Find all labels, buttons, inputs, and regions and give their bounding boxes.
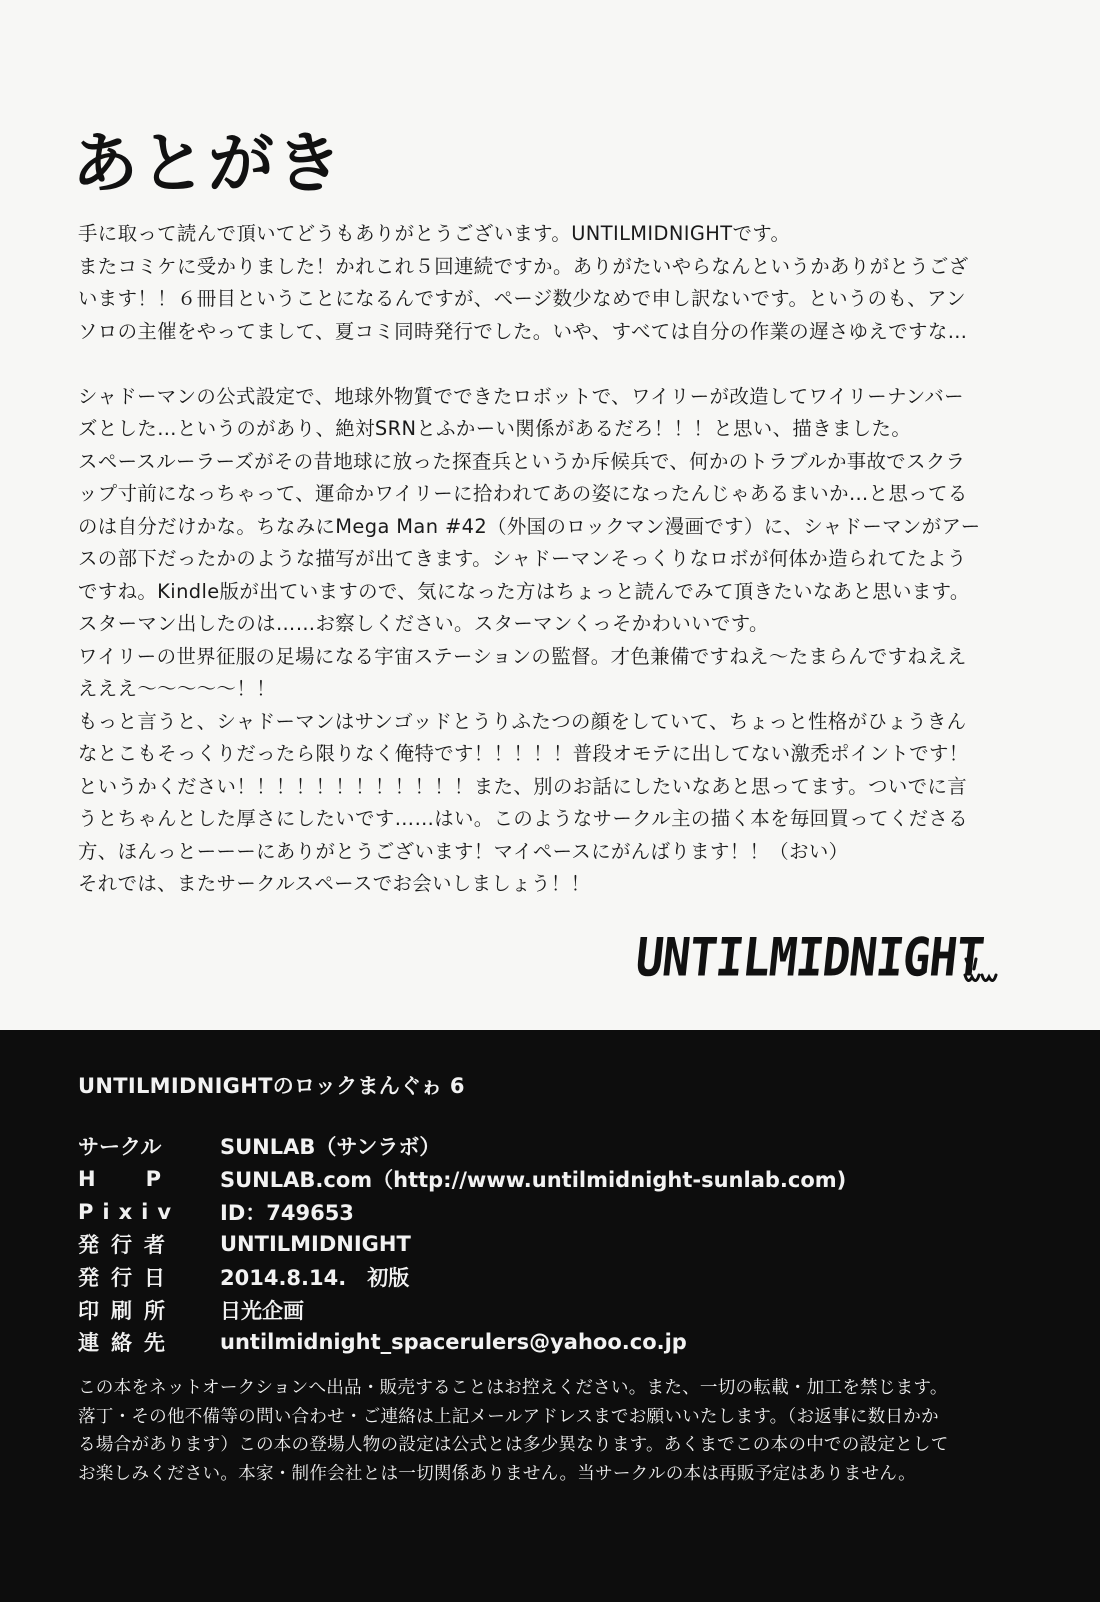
- afterword-line: シャドーマンの公式設定で、地球外物質でできたロボットで、ワイリーが改造してワイリーナンバー: [78, 384, 964, 408]
- paragraph-break: [78, 348, 1008, 381]
- colophon-value: UNTILMIDNIGHT: [220, 1232, 411, 1257]
- afterword-line: 手に取って読んで頂いてどうもありがとうございます。UNTILMIDNIGHTです。: [78, 222, 791, 245]
- afterword-line: ワイリーの世界征服の足場になる宇宙ステーションの監督。才色兼備ですねえ～たまらんですねええ: [78, 644, 967, 668]
- afterword-line: なとこもそっくりだったら限りなく俺特です！！！！！普段オモテに出してない激禿ポイントです！: [78, 742, 969, 765]
- afterword-line: ソロの主催をやってまして、夏コミ同時発行でした。いや、すべては自分の作業の遅さゆえですな…: [78, 319, 968, 343]
- colophon-value: SUNLAB（サンラボ）: [220, 1135, 441, 1160]
- notice-line: 落丁・その他不備等の問い合わせ・ご連絡は上記メールアドレスまでお願いいたします。（お返事に数日かか: [78, 1406, 939, 1427]
- notice-line: る場合があります）この本の登場人物の設定は公式とは多少異なります。あくまでこの本の中での設定として: [78, 1435, 949, 1456]
- colophon-row-pixiv: [78, 1195, 354, 1228]
- colophon-section: [0, 1030, 1100, 1602]
- colophon-key: サークル: [78, 1135, 162, 1160]
- afterword-line: うとちゃんとした厚さにしたいです……はい。このようなサークル主の描く本を毎回買ってくださる: [78, 807, 968, 830]
- afterword-line: ップ寸前になっちゃって、運命かワイリーに拾われてあの姿になったんじゃあるまいか…と思ってる: [78, 482, 968, 505]
- afterword-body: [78, 218, 1008, 901]
- legal-notice: [78, 1374, 1038, 1489]
- colophon-key: 連絡先: [78, 1331, 177, 1356]
- afterword-line: えええ～～～～～！！: [78, 677, 276, 700]
- colophon-key: 発行者: [78, 1233, 177, 1258]
- colophon-row-contact: [78, 1326, 687, 1359]
- colophon-row-hp: [78, 1163, 847, 1196]
- afterword-title: あとがき: [72, 125, 344, 202]
- afterword-line: います！！６冊目ということになるんですが、ページ数少なめで申し訳ないです。というのも、アン: [78, 287, 966, 310]
- afterword-line: もっと言うと、シャドーマンはサンゴッドとうりふたつの顔をしていて、ちょっと性格がひょうきん: [78, 709, 967, 733]
- colophon-row-date: [78, 1261, 410, 1294]
- afterword-line: スペースルーラーズがその昔地球に放った探査兵というか斥候兵で、何かのトラブルか事故でスクラ: [78, 449, 966, 473]
- notice-line: この本をネットオークションへ出品・販売することはお控えください。また、一切の転載・加工を禁じます。: [78, 1378, 948, 1398]
- colophon-value: 2014.8.14. 初版: [220, 1266, 410, 1291]
- colophon-key: HP: [78, 1167, 211, 1192]
- afterword-line: 方、ほんっとーーーにありがとうございます！マイペースにがんばります！！（おい）: [78, 839, 849, 863]
- afterword-line: というかください！！！！！！！！！！！！また、別のお話にしたいなあと思ってます。ついでに言: [78, 774, 968, 798]
- colophon-value: SUNLAB.com（http://www.untilmidnight-sunlab.com): [220, 1168, 847, 1193]
- colophon-key: 発行日: [78, 1266, 177, 1291]
- colophon-row-printer: [78, 1293, 304, 1326]
- notice-line: お楽しみください。本家・制作会社とは一切関係ありません。当サークルの本は再販予定はありません。: [78, 1464, 916, 1485]
- colophon-row-circle: [78, 1130, 441, 1163]
- colophon-row-publisher: [78, 1228, 411, 1261]
- afterword-line: それでは、またサークルスペースでお会いしましょう！！: [78, 872, 591, 895]
- bunny-doodle-icon: [960, 955, 1000, 991]
- afterword-line: のは自分だけかな。ちなみにMega Man #42（外国のロックマン漫画です）に、シャドーマンがアー: [78, 514, 981, 538]
- colophon-value: 日光企画: [220, 1298, 304, 1323]
- handwritten-signature: UNTILMIDNIGHT: [632, 925, 987, 989]
- colophon-key: Pixiv: [78, 1199, 181, 1224]
- afterword-line: ですね。Kindle版が出ていますので、気になった方はちょっと読んでみて頂きたいなあと思います。: [78, 579, 970, 603]
- afterword-line: またコミケに受かりました！かれこれ５回連続ですか。ありがたいやらなんというかありがとうござ: [78, 254, 969, 278]
- colophon-table: [78, 1130, 847, 1359]
- afterword-line: スの部下だったかのような描写が出てきます。シャドーマンそっくりなロボが何体か造られてたよう: [78, 547, 967, 570]
- afterword-line: ズとした…というのがあり、絶対SRNとふかーい関係があるだろ！！！と思い、描きました。: [78, 417, 912, 440]
- colophon-key: 印刷所: [78, 1298, 177, 1323]
- book-title: UNTILMIDNIGHTのロックまんぐゎ 6: [78, 1074, 465, 1098]
- afterword-line: スターマン出したのは……お察しください。スターマンくっそかわいいです。: [78, 612, 769, 635]
- colophon-value: ID：749653: [220, 1200, 354, 1225]
- colophon-value: untilmidnight_spacerulers@yahoo.co.jp: [220, 1330, 687, 1355]
